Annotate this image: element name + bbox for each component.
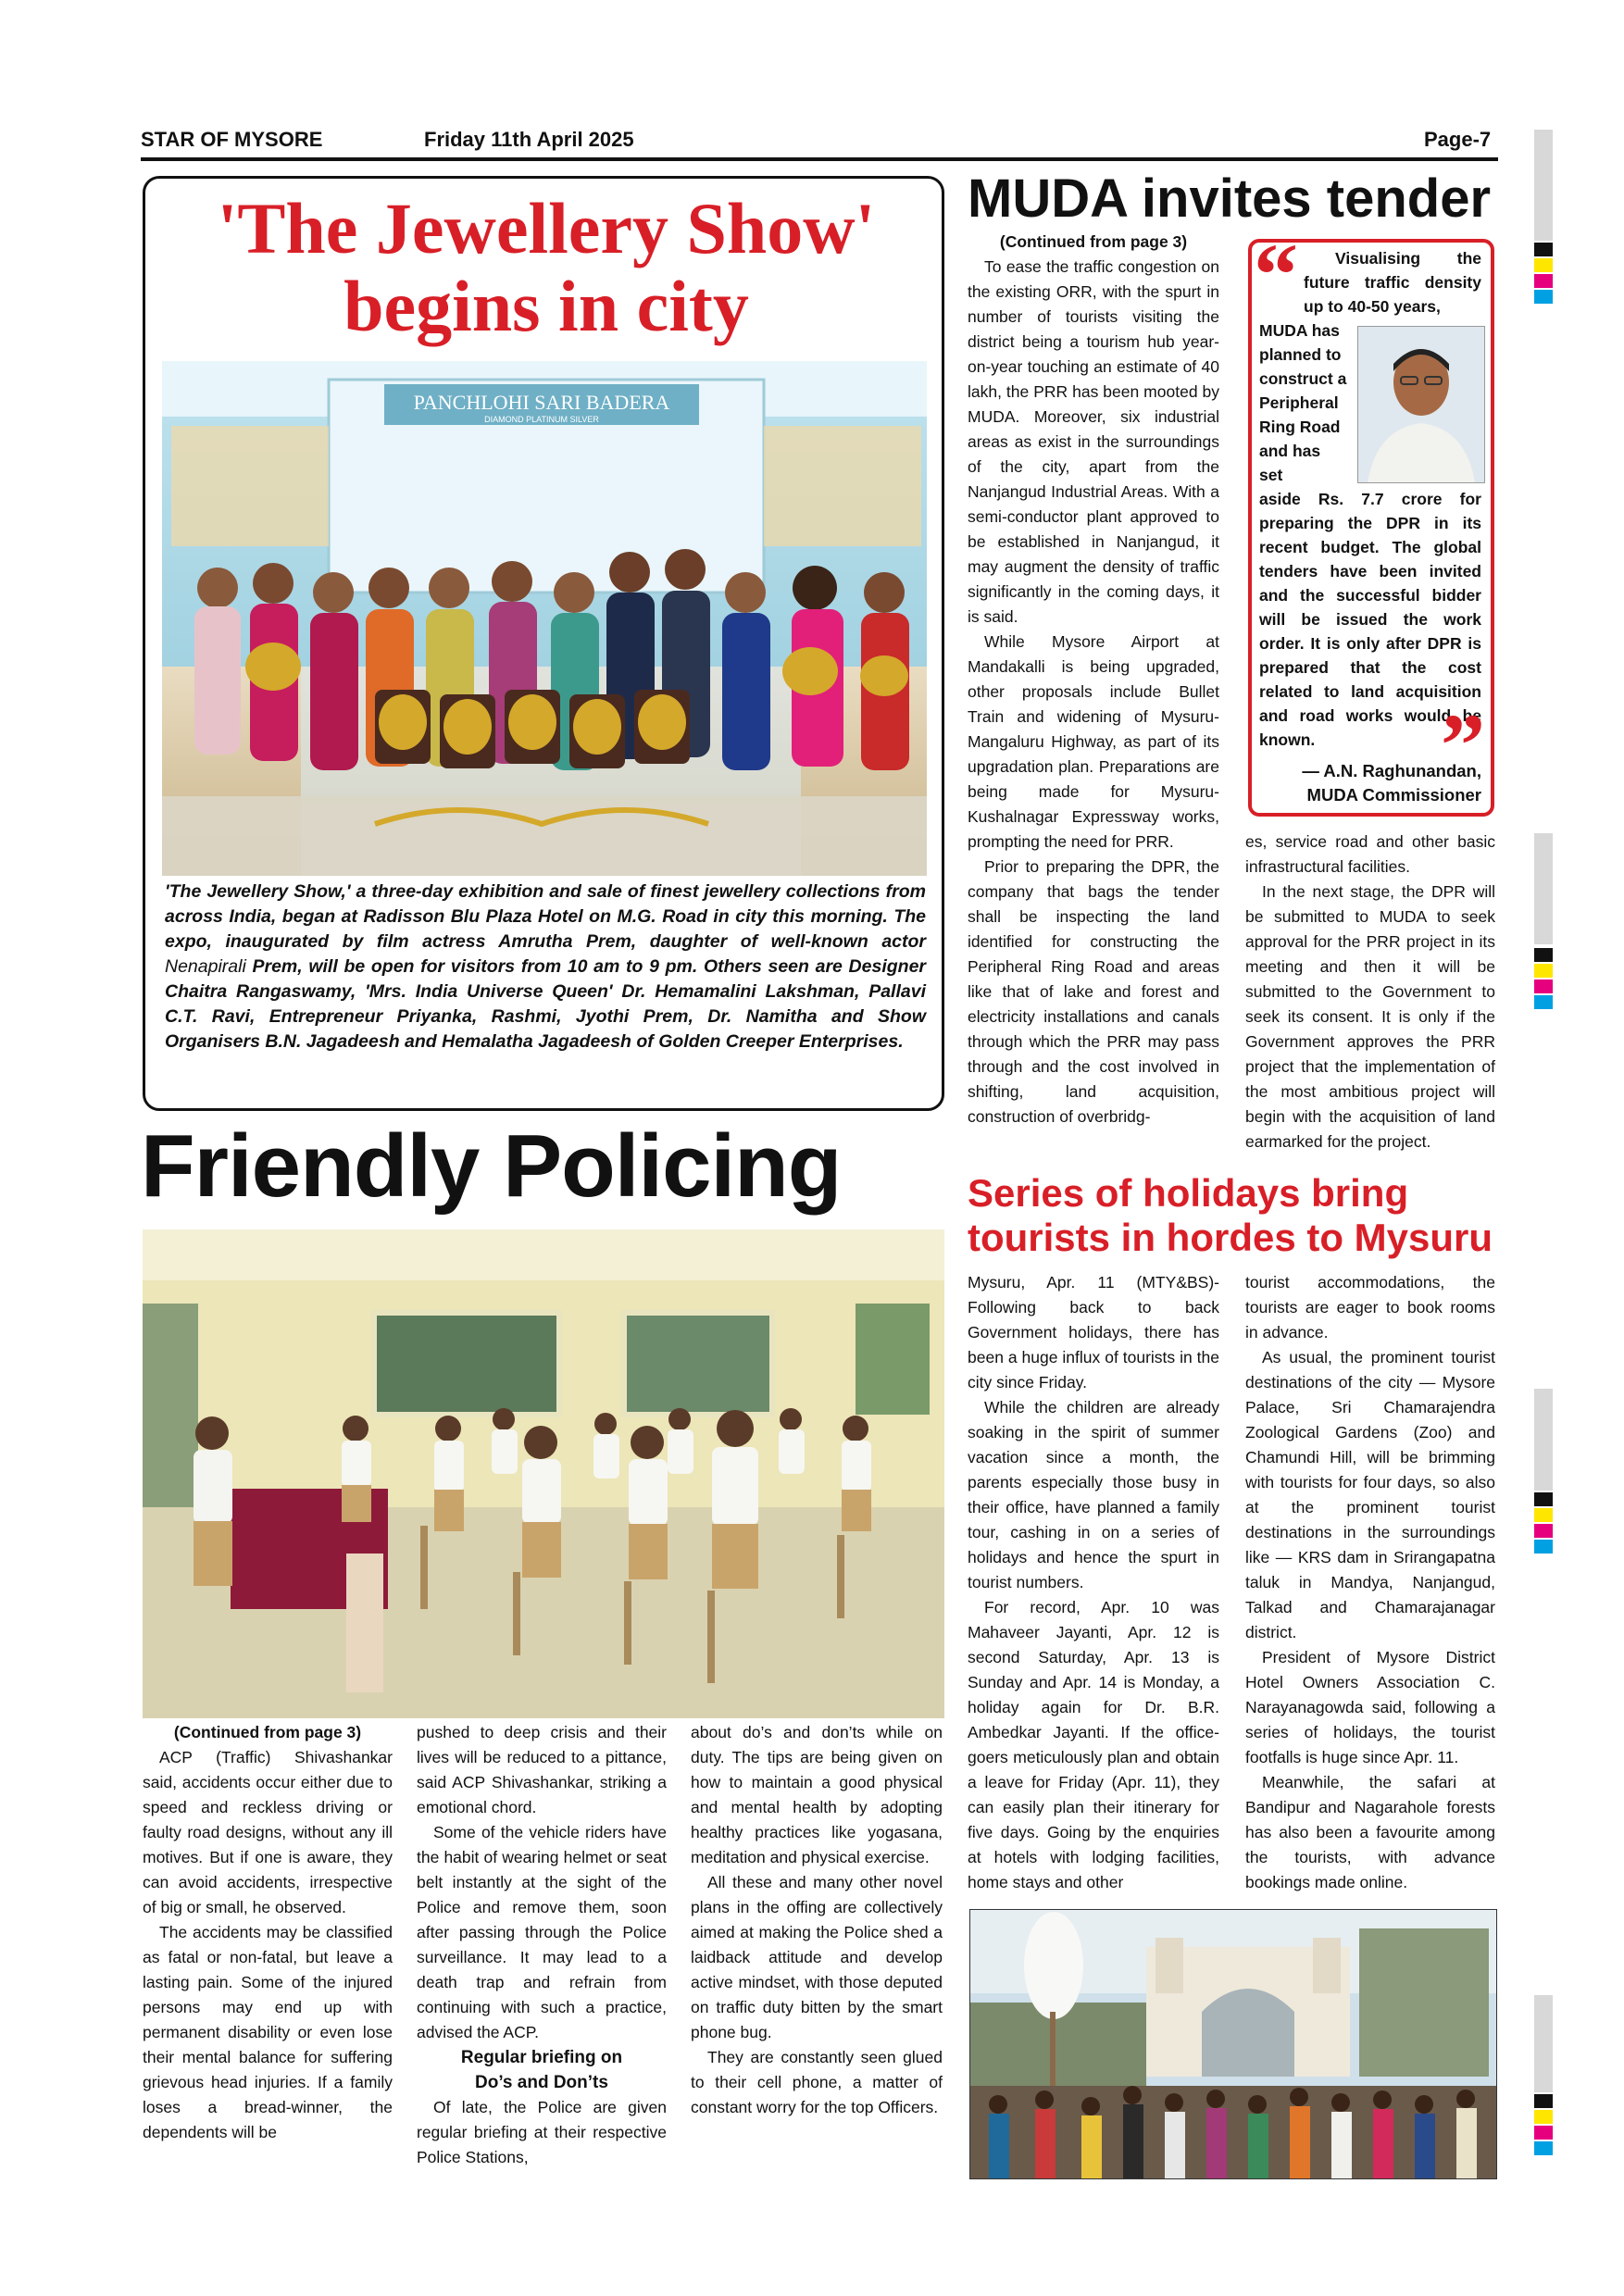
quote-text: aside Rs. 7.7 crore for preparing the DPR in its recent budget. The global tenders have been invited and the successful bidder will be issued the work order. It is only after DPR is prepared that the cost related to land acquisition and road works would be known.	[1259, 490, 1481, 749]
yellow-swatch	[1534, 964, 1553, 978]
cyan-swatch	[1534, 1540, 1553, 1554]
cyan-swatch	[1534, 995, 1553, 1009]
headline-line-2: begins in city	[344, 266, 749, 346]
close-quote-icon: ”	[1441, 695, 1485, 794]
jewellery-photo-caption: 'The Jewellery Show,' a three-day exhibition and sale of finest jewellery collections from across India, began at Radisson Blu Plaza Hotel on M.G. Road in city this morning. The expo, inaugurated by film actress Amrutha Prem, daughter of well-known actor Nenapirali Prem, will be open for visitors from 10 am to 9 pm. Others seen are Designer Chaitra Rangaswamy, 'Mrs. India Universe Queen' Dr. Hemamalini Lakshman, Pallavi C.T. Ravi, Entrepreneur Priyanka, Rashmi, Jyothi Prem, Dr. Namitha and Show Organisers B.N. Jagadeesh and Hemalatha Jagadeesh of Golden Creeper Enterprises.	[165, 881, 926, 1052]
muda-column-2: es, service road and other basic infrastructural facilities. In the next stage, the DPR will be submitted to MUDA to seek approval for the PRR project in its meeting and then it will be submitted to the Government to seek its consent. It is only if the Government approves the PRR project that the implementation of the most ambitious project will begin with the acquisition of land earmarked for the project.	[1245, 832, 1495, 1151]
holidays-column-2: tourist accommodations, the tourists are eager to book rooms in advance. As usual, the prominent tourist destinations of the city — Mysore Palace, Sri Chamarajendra Zoological Gardens (Zoo) and Chamundi Hill, will be brimming with tourists for four days, so also at the prominent tourist destinations in the surroundings like — KRS dam in Srirangapatna taluk in Mandya, Nanjangud, Talkad and Chamarajanagar district. President of Mysore District Hotel Owners Association C. Narayanagowda said, following a series of holidays, the tourist footfalls is huge since Apr. 11. Meanwhile, the safari at Bandipur and Nagarahole forests has also been a favourite among the tourists, with advance bookings made online.	[1245, 1273, 1495, 1891]
raghunandan-portrait	[1357, 326, 1485, 483]
yellow-swatch	[1534, 258, 1553, 272]
newspaper-name: STAR OF MYSORE	[141, 128, 323, 151]
subheading: Do’s and Don’ts	[475, 2073, 608, 2092]
policing-column-1: (Continued from page 3) ACP (Traffic) Shivashankar said, accidents occur either due to speed and reckless driving or faulty road designs, without any ill motives. But if one is aware, they can avoid accidents, irrespective of big or small, he observed. The accidents may be classified as fatal or non-fatal, but leave a lasting pain. Some of the injured persons may end up with permanent disability or even lose their mental balance for suffering grievous head injuries. If a family loses a bread-winner, the dependents will be	[143, 1720, 393, 2145]
store-signboard-subtext: DIAMOND PLATINUM SILVER	[484, 415, 599, 424]
policing-column-2: pushed to deep crisis and their lives will be reduced to a pittance, said ACP Shivashankar, striking a emotional chord. Some of the vehicle riders have the habit of wearing helmet or seat belt instantly at the sight of the Police and remove them, soon after passing through the Police surveillance. It may lead to a death trap and refrain from continuing with such a practice, advised the ACP. Regular briefing on Do’s and Don’ts Of late, the Police are given regular briefing at their respective Police Stations,	[417, 1723, 667, 2166]
print-margin-bar	[1534, 833, 1553, 944]
holidays-headline: Series of holidays bring tourists in hordes to Mysuru	[968, 1171, 1493, 1259]
page-number: Page-7	[1424, 128, 1492, 151]
jewellery-headline	[148, 190, 944, 345]
store-signboard-text: PANCHLOHI SARI BADERA	[413, 391, 670, 414]
quote-author-role: MUDA Commissioner	[1306, 785, 1481, 805]
magenta-swatch	[1534, 980, 1553, 993]
policing-column-3: about do’s and don’ts while on duty. The tips are being given on how to maintain a good physical and mental health by adopting healthy practices like yogasana, meditation and physical exercise. All these and many other novel plans in the offing are collectively aimed at making the Police shed a laidback attitude and develop active mindset, with those deputed on traffic duty bitten by the smart phone bug. They are constantly seen glued to their cell phone, a matter of constant worry for the top Officers.	[691, 1723, 943, 2116]
cyan-swatch	[1534, 2141, 1553, 2155]
mysore-palace-crowd-photo	[969, 1909, 1497, 2179]
quote-text: Visualising the future traffic density up to 40-50 years,	[1304, 249, 1481, 316]
policing-headline: Friendly Policing	[141, 1117, 842, 1216]
continued-note: (Continued from page 3)	[173, 1723, 362, 1741]
black-swatch	[1534, 2094, 1553, 2108]
headline-line-1: 'The Jewellery Show'	[217, 188, 876, 268]
quote-text: MUDA has planned to construct a Peripheral Ring Road and has set	[1259, 321, 1347, 484]
muda-column-1: (Continued from page 3) To ease the traffic congestion on the existing ORR, with the spurt in number of tourists visiting the district being a tourism hub year-on-year touching an estimate of 40 lakh, the PRR has been mooted by MUDA. Moreover, six industrial areas as exist in the surroundings of the city, apart from the Nanjangud Industrial Areas. With a semi-conductor plant approved to be established in Nanjangud, it may augment the density of traffic significantly in the coming days, it is said. While Mysore Airport at Mandakalli is being upgraded, other proposals include Bullet Train and widening of Mysuru-Mangaluru Highway, as part of its upgradation plan. Preparations are being made for Mysuru-Kushalnagar Expressway works, prompting the need for PRR. Prior to preparing the DPR, the company that bags the tender shall be inspecting the land identified for constructing the Peripheral Ring Road and areas like that of lake and forest and electricity installations and canals through which the PRR may pass through and the cost involved in shifting, land acquisition, construction of overbridg-	[968, 230, 1219, 1129]
header-rule	[141, 157, 1498, 161]
black-swatch	[1534, 948, 1553, 962]
continued-note: (Continued from page 3)	[999, 232, 1188, 251]
jewellery-show-photo	[162, 361, 927, 876]
quote-author: — A.N. Raghunandan,	[1302, 761, 1481, 780]
black-swatch	[1534, 1492, 1553, 1506]
print-margin-bar	[1534, 1995, 1553, 2092]
magenta-swatch	[1534, 1524, 1553, 1538]
holidays-column-1: Mysuru, Apr. 11 (MTY&BS)- Following back to back Government holidays, there has been a huge influx of tourists in the city since Friday. While the children are already soaking in the spirit of summer vacation since a month, the parents especially those busy in their office, have planned a family tour, cashing in on a series of holidays and hence the spurt in tourist numbers. For record, Apr. 10 was Mahaveer Jayanti, Apr. 12 is second Saturday, Apr. 13 is Sunday and Apr. 14 is Monday, a holiday again for Dr. B.R. Ambedkar Jayanti. If the office-goers meticulously plan and obtain a leave for Friday (Apr. 11), they can easily plan their itinerary for five days. Going by the enquiries at hotels with lodging facilities, home stays and other	[968, 1273, 1219, 1891]
print-margin-bar	[1534, 130, 1553, 241]
cyan-swatch	[1534, 290, 1553, 304]
muda-headline: MUDA invites tender	[968, 168, 1492, 229]
subheading: Regular briefing on	[460, 2048, 623, 2067]
yellow-swatch	[1534, 2110, 1553, 2124]
police-briefing-photo	[143, 1229, 944, 1718]
open-quote-icon: “	[1254, 225, 1298, 324]
magenta-swatch	[1534, 274, 1553, 288]
print-margin-bar	[1534, 1389, 1553, 1491]
magenta-swatch	[1534, 2126, 1553, 2140]
yellow-swatch	[1534, 1508, 1553, 1522]
black-swatch	[1534, 243, 1553, 256]
issue-date: Friday 11th April 2025	[424, 128, 634, 151]
